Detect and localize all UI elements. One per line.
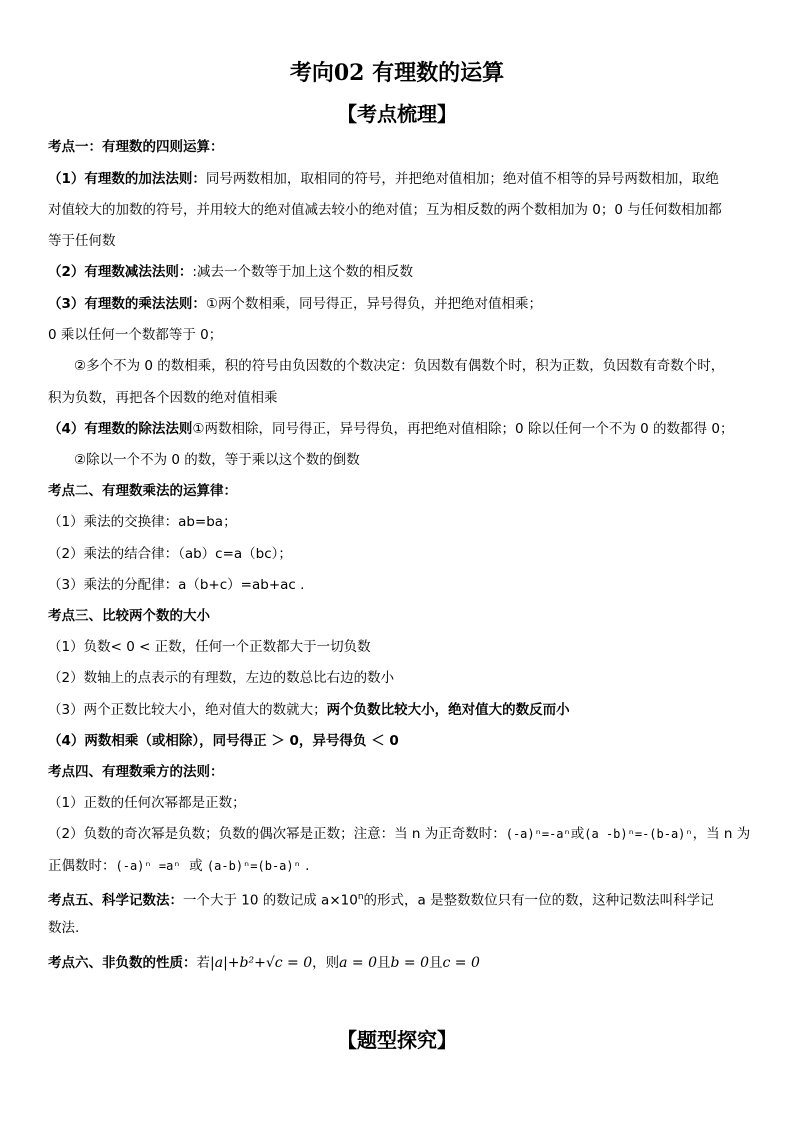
topic-1-div-rule <box>48 419 748 439</box>
and: 且 <box>429 955 443 971</box>
topic-1-mul-rule-cont3: 积为负数，再把各个因数的绝对值相乘 <box>48 390 278 406</box>
text-end: ，当 n 为 <box>692 826 751 842</box>
heading: 考点五、科学记数法： <box>48 892 183 909</box>
formula: (a-b)ⁿ=(b-a)ⁿ <box>206 859 301 873</box>
topic-2-heading: 考点二、有理数乘法的运算律： <box>48 483 237 499</box>
topic-1-add-rule-cont: 对值较大的加数的符号，并用较大的绝对值减去较小的绝对值；互为相反数的两个数相加为 0；0 与任何数相加都 <box>48 202 722 218</box>
page-title: 考向02 有理数的运算 <box>289 60 505 86</box>
topic-2-associative: （2）乘法的结合律：（ab）c=a（bc）； <box>48 546 292 562</box>
bold-text: 两个负数比较大小，绝对值大的数反而小 <box>326 702 570 718</box>
text: ，则 <box>312 955 340 971</box>
topic-1-div-rule-cont: ②除以一个不为 0 的数，等于乘以这个数的倒数 <box>74 452 360 468</box>
and: 且 <box>377 955 391 971</box>
label: （4）有理数的除法法则 <box>48 421 193 437</box>
formula: (-a)ⁿ =aⁿ <box>115 859 181 873</box>
topic-3-item-4: （4）两数相乘（或相除），同号得正 ＞ 0，异号得负 ＜ 0 <box>48 733 399 749</box>
or: 或 <box>570 826 585 842</box>
topic-5-line-cont: 数法. <box>48 920 80 936</box>
topic-1-mul-rule-cont2: ②多个不为 0 的数相乘，积的符号由负因数的个数决定：负因数有偶数个时，积为正数，负因数有奇数个时， <box>74 358 725 374</box>
topic-2-distributive: （3）乘法的分配律：a（b+c）=ab+ac . <box>48 577 305 593</box>
text: :减去一个数等于加上这个数的相反数 <box>192 264 413 280</box>
text: 的形式，a 是整数数位只有一位的数，这种记数法叫科学记 <box>363 892 714 909</box>
label: （3）有理数的乘法法则： <box>48 296 206 312</box>
topic-3-item-2: （2）数轴上的点表示的有理数，左边的数总比右边的数小 <box>48 670 395 686</box>
text-end: . <box>305 858 310 874</box>
label: （2）有理数减法法则： <box>48 264 193 280</box>
topic-1-sub-rule <box>48 262 748 282</box>
topic-1-mul-rule-cont: 0 乘以任何一个数都等于 0； <box>48 327 223 343</box>
topic-4-item-2-cont <box>48 856 748 876</box>
topic-1-add-rule-cont2: 等于任何数 <box>48 233 116 249</box>
text: ①两个数相乘，同号得正，异号得负，并把绝对值相乘； <box>205 296 543 312</box>
topic-4-heading: 考点四、有理数乘方的法则： <box>48 764 224 780</box>
topic-2-commutative: （1）乘法的交换律：ab=ba； <box>48 514 237 530</box>
text: 若 <box>196 955 210 971</box>
topic-3-heading: 考点三、比较两个数的大小 <box>48 608 210 624</box>
formula: (a -b)ⁿ=-(b-a)ⁿ <box>584 827 693 841</box>
text: （2）负数的奇次幂是负数；负数的偶次幂是正数；注意：当 n 为正奇数时： <box>48 826 506 842</box>
topic-1-add-rule <box>48 169 748 189</box>
formula: (-a)ⁿ=-aⁿ <box>505 827 571 841</box>
or: 或 <box>189 858 203 874</box>
label: （1）有理数的加法法则： <box>48 171 206 187</box>
formula: b = 0 <box>390 955 430 971</box>
topic-3-item-3 <box>48 700 748 720</box>
formula: c = 0 <box>442 955 480 971</box>
text: ①两数相除，同号得正，异号得负，再把绝对值相除；0 除以任何一个不为 0 的数都得 0； <box>192 421 734 437</box>
superscript: n <box>357 892 364 902</box>
topic-6-line <box>48 953 748 973</box>
section-heading-summary: 【考点梳理】 <box>337 102 457 126</box>
topic-1-heading: 考点一：有理数的四则运算： <box>48 139 224 155</box>
text: 同号两数相加，取相同的符号，并把绝对值相加；绝对值不相等的异号两数相加，取绝 <box>205 171 719 187</box>
topic-4-item-1: （1）正数的任何次幂都是正数； <box>48 795 246 811</box>
formula: |a|+b²+√c = 0 <box>210 955 313 971</box>
topic-3-item-1: （1）负数< 0 < 正数，任何一个正数都大于一切负数 <box>48 639 371 655</box>
topic-5-line <box>48 887 748 911</box>
section-heading-questions: 【题型探究】 <box>337 1028 457 1052</box>
heading: 考点六、非负数的性质： <box>48 955 197 971</box>
topic-1-mul-rule <box>48 294 748 314</box>
formula: a = 0 <box>339 955 378 971</box>
text: （3）两个正数比较大小，绝对值大的数就大； <box>48 702 327 718</box>
topic-4-item-2 <box>48 824 751 844</box>
text: 正偶数时： <box>48 858 116 874</box>
text: 一个大于 10 的数记成 a×10 <box>183 892 358 909</box>
